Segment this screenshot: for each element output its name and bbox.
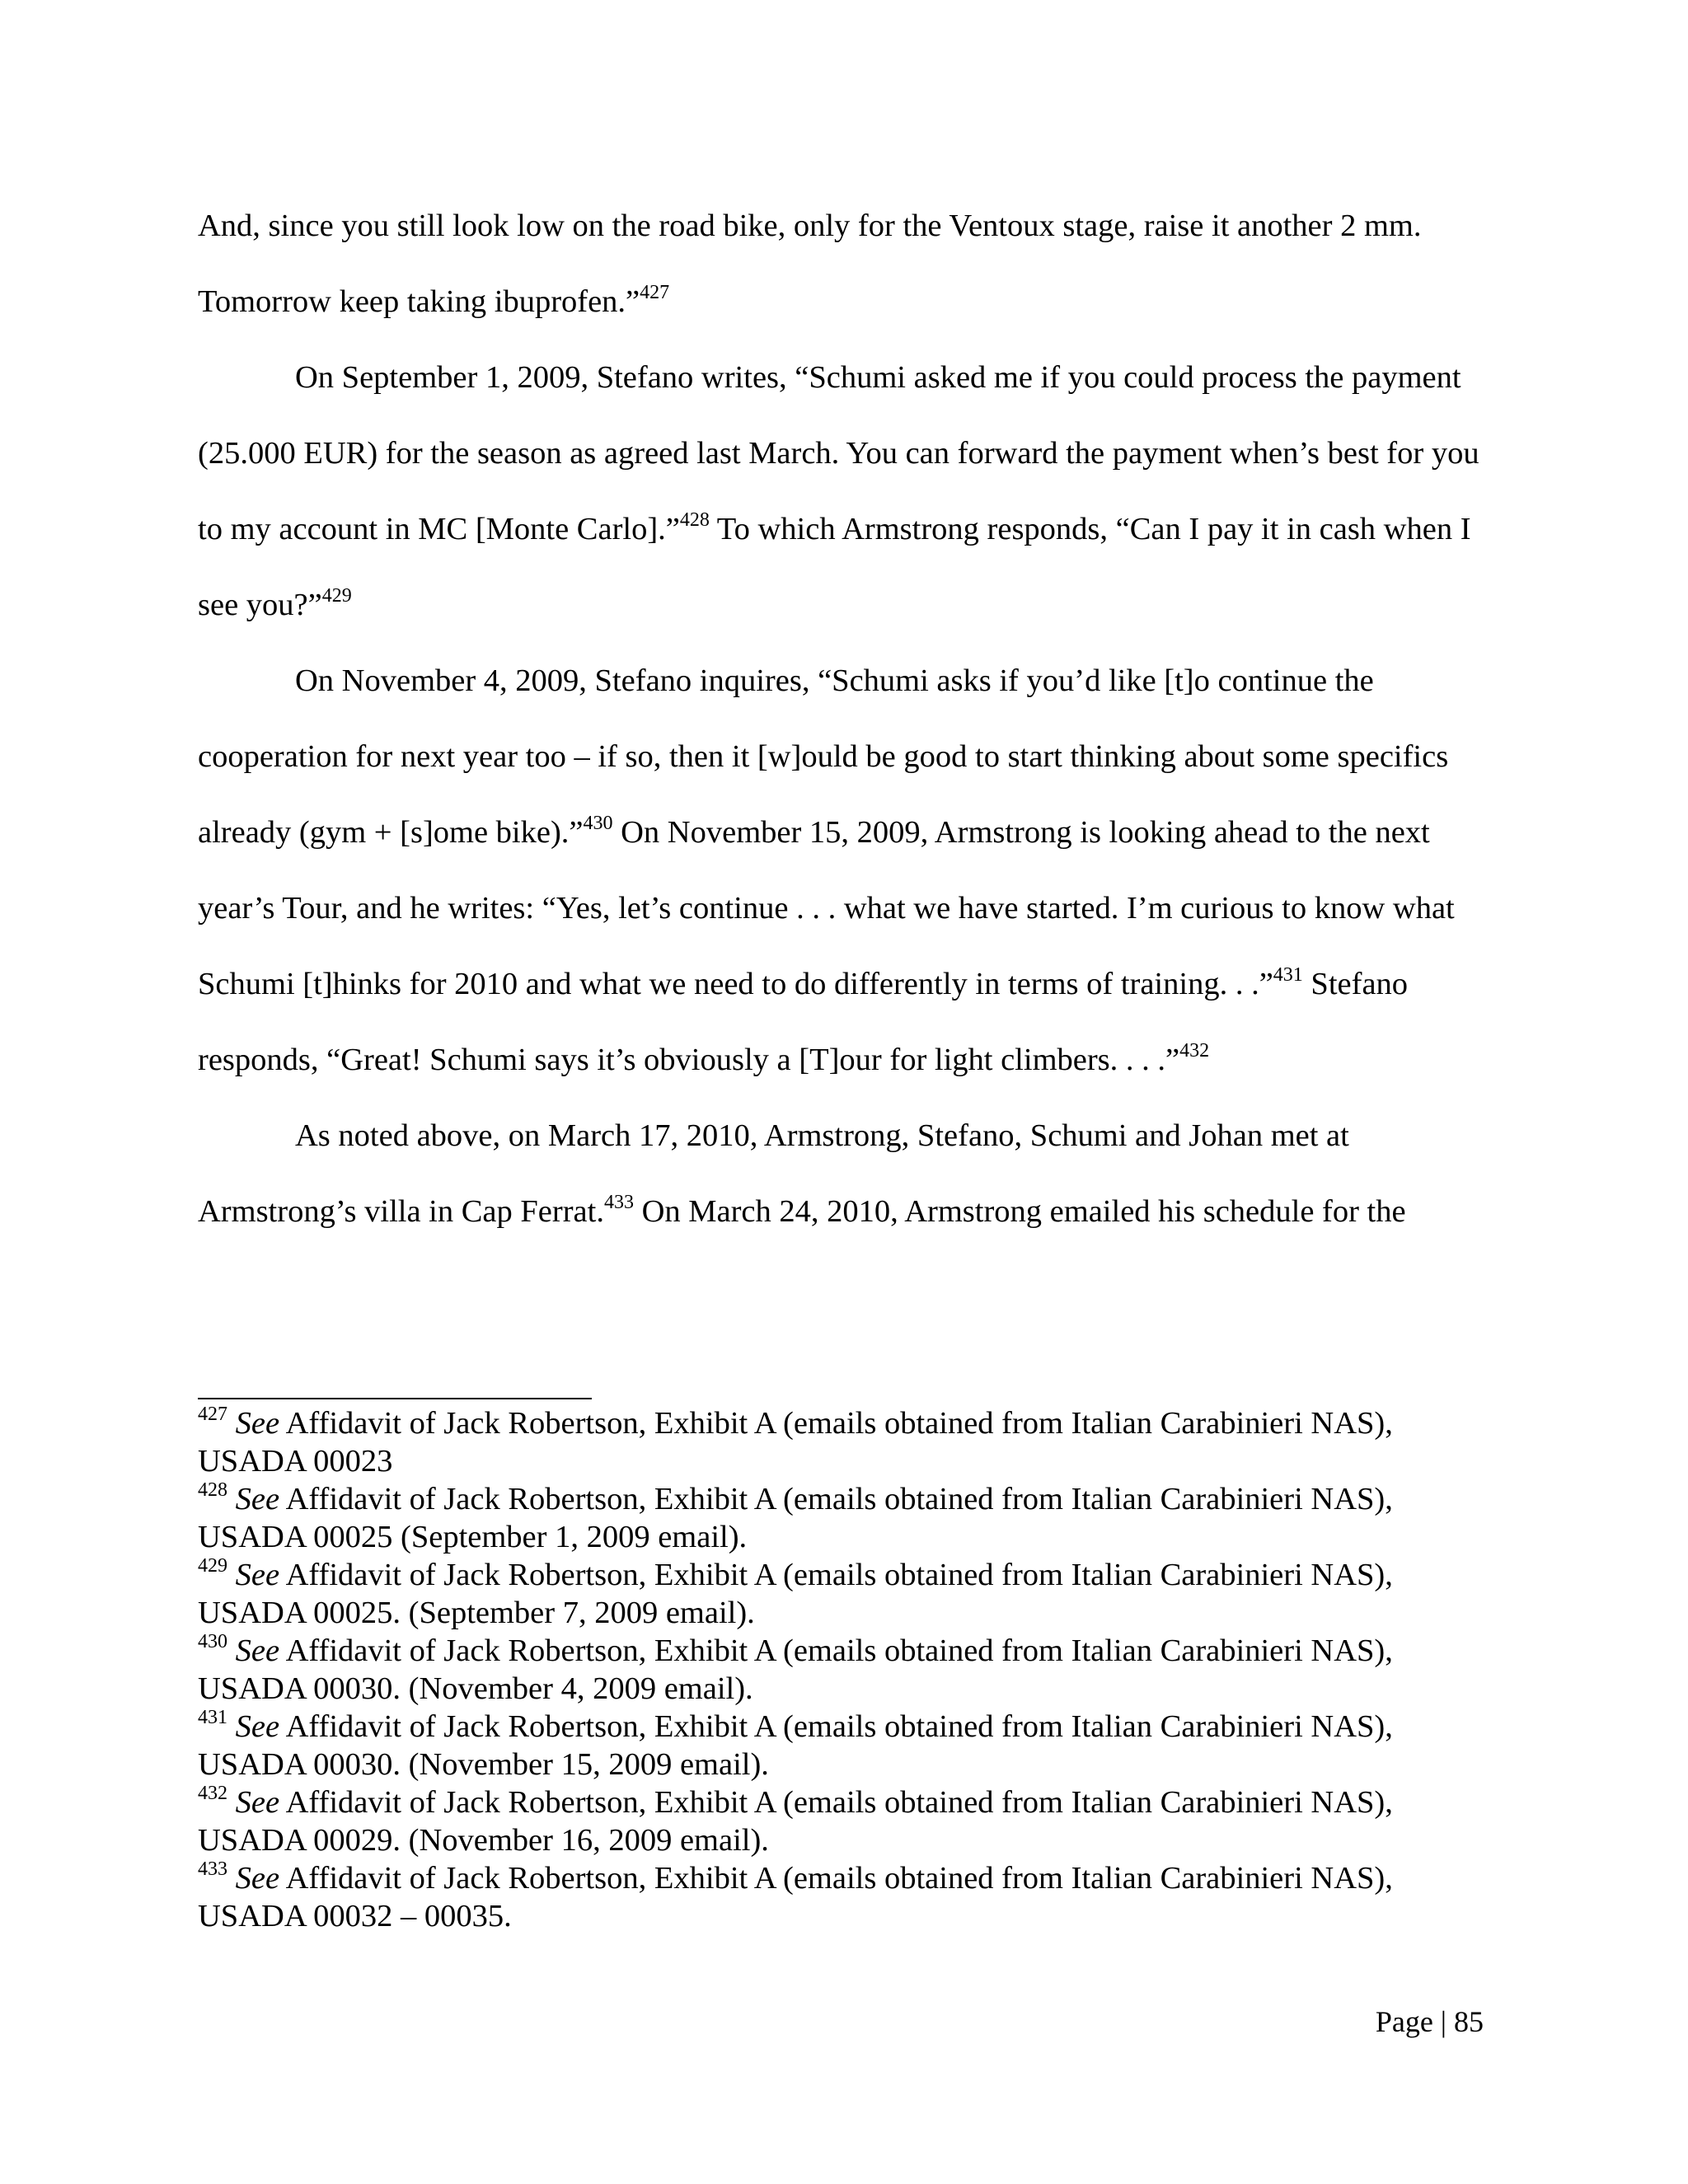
footnote-ref-432[interactable]: 432 — [1179, 1040, 1210, 1062]
footnote-separator — [198, 1398, 592, 1399]
footnote-number: 431 — [198, 1707, 227, 1729]
paragraph-2 — [198, 340, 1484, 643]
body-text — [198, 188, 1484, 1249]
footnote-ref-428[interactable]: 428 — [679, 509, 710, 532]
footnote-ref-430[interactable]: 430 — [583, 813, 613, 835]
paragraph-3 — [198, 643, 1484, 1098]
footnote-ref-433[interactable]: 433 — [603, 1192, 634, 1214]
paragraph-2-text-a: On September 1, 2009, Stefano writes, “Schumi asked me if you could process the payment (25.000 EUR) for the season as agreed last March. You can forward the payment when’s best for you to my account in MC [Monte Carlo].” — [198, 360, 1479, 546]
footnote-number: 433 — [198, 1858, 227, 1881]
footnote-number: 430 — [198, 1631, 227, 1653]
footnote-text: Affidavit of Jack Robertson, Exhibit A (emails obtained from Italian Carabinieri NAS), USADA 00030. (November 4, 2009 email). — [198, 1633, 1393, 1706]
footnote-see: See — [235, 1709, 280, 1744]
paragraph-2-text-b: To which Armstrong responds, “Can I pay it in cash when I see you?” — [198, 512, 1471, 622]
footnote-432 — [198, 1783, 1484, 1859]
footnote-see: See — [235, 1861, 280, 1896]
paragraph-1-line-2: Tomorrow keep taking ibuprofen.” — [198, 284, 640, 319]
footnote-text: Affidavit of Jack Robertson, Exhibit A (emails obtained from Italian Carabinieri NAS), USADA 00029. (November 16, 2009 email). — [198, 1785, 1393, 1858]
paragraph-1 — [198, 188, 1484, 340]
footnote-number: 427 — [198, 1404, 227, 1426]
footnote-433 — [198, 1859, 1484, 1935]
footnote-ref-427[interactable]: 427 — [640, 282, 670, 304]
paragraph-4-text-a: As noted above, on March 17, 2010, Armstrong, Stefano, Schumi and Johan met at Armstrong’s villa in Cap Ferrat. — [198, 1118, 1349, 1229]
footnote-429 — [198, 1556, 1484, 1632]
paragraph-4-text-b: On March 24, 2010, Armstrong emailed his schedule for the — [633, 1194, 1406, 1229]
footnote-ref-429[interactable]: 429 — [321, 585, 352, 607]
footnote-text: Affidavit of Jack Robertson, Exhibit A (emails obtained from Italian Carabinieri NAS), USADA 00032 – 00035. — [198, 1861, 1393, 1933]
footnote-see: See — [235, 1406, 280, 1441]
footnote-see: See — [235, 1558, 280, 1592]
footnote-430 — [198, 1632, 1484, 1708]
footnote-see: See — [235, 1482, 280, 1516]
footnote-427 — [198, 1404, 1484, 1480]
page-number: Page | 85 — [1375, 2005, 1484, 2038]
footnote-ref-431[interactable]: 431 — [1273, 964, 1303, 987]
paragraph-3-text-c: Stefano responds, “Great! Schumi says it’s obviously a [T]our for light climbers. . . .” — [198, 967, 1409, 1077]
footnotes — [198, 1404, 1484, 1935]
footnote-text: Affidavit of Jack Robertson, Exhibit A (emails obtained from Italian Carabinieri NAS), USADA 00025 (September 1, 2009 email). — [198, 1482, 1393, 1554]
footnote-number: 432 — [198, 1783, 227, 1805]
paragraph-4 — [198, 1098, 1484, 1249]
footnote-number: 429 — [198, 1555, 227, 1577]
paragraph-3-text-b: On November 15, 2009, Armstrong is looking ahead to the next year’s Tour, and he writes: “Yes, let’s continue . . . what we have started. I’m curious to know what Schumi [t]hinks for 2010 and what we need to do differently in terms of training. . .” — [198, 815, 1455, 1001]
footnote-see: See — [235, 1633, 280, 1668]
footnote-428 — [198, 1480, 1484, 1556]
footnote-431 — [198, 1708, 1484, 1783]
paragraph-3-text-a: On November 4, 2009, Stefano inquires, “Schumi asks if you’d like [t]o continue the cooperation for next year too – if so, then it [w]ould be good to start thinking about some specifics already (gym + [s]ome bike).” — [198, 663, 1449, 850]
footnote-text: Affidavit of Jack Robertson, Exhibit A (emails obtained from Italian Carabinieri NAS), USADA 00025. (September 7, 2009 email). — [198, 1558, 1393, 1630]
footnote-number: 428 — [198, 1479, 227, 1502]
paragraph-1-line-1: And, since you still look low on the road bike, only for the Ventoux stage, raise it another 2 mm. — [198, 209, 1422, 243]
footnote-see: See — [235, 1785, 280, 1820]
footnote-text: Affidavit of Jack Robertson, Exhibit A (emails obtained from Italian Carabinieri NAS), USADA 00030. (November 15, 2009 email). — [198, 1709, 1393, 1782]
footnote-text: Affidavit of Jack Robertson, Exhibit A (emails obtained from Italian Carabinieri NAS), USADA 00023 — [198, 1406, 1393, 1479]
